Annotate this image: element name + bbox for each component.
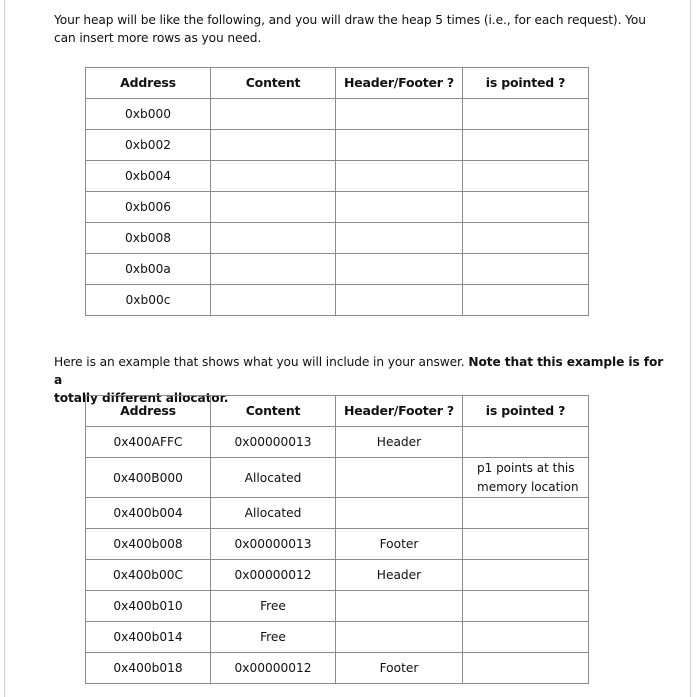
address-cell: 0x400b008 [86,529,211,560]
table-row [86,223,589,254]
header-footer-cell[interactable] [336,192,463,223]
header-footer-cell[interactable] [336,130,463,161]
is-pointed-cell [463,498,589,529]
content-cell: Allocated [211,498,336,529]
address-cell: 0x400AFFC [86,427,211,458]
is-pointed-cell [463,529,589,560]
table-row [86,285,589,316]
is-pointed-cell [463,458,589,498]
page-right-border [690,0,691,697]
address-cell: 0xb008 [86,223,211,254]
column-header-is-pointed: is pointed ? [463,396,589,427]
table-row [86,591,589,622]
is-pointed-cell [463,560,589,591]
content-cell[interactable] [211,130,336,161]
column-header-content: Content [211,68,336,99]
page-left-border [4,0,5,697]
content-cell: 0x00000012 [211,653,336,684]
table-row [86,653,589,684]
address-cell: 0xb000 [86,99,211,130]
content-cell[interactable] [211,223,336,254]
header-footer-cell: Header [336,560,463,591]
intro-paragraph [54,11,664,47]
content-cell: 0x00000013 [211,529,336,560]
header-footer-cell[interactable] [336,223,463,254]
content-cell: Free [211,591,336,622]
table-row [86,192,589,223]
header-footer-cell[interactable] [336,254,463,285]
content-cell: Allocated [211,458,336,498]
header-footer-cell: Footer [336,653,463,684]
header-footer-cell[interactable] [336,99,463,130]
table-row [86,498,589,529]
column-header-content: Content [211,396,336,427]
is-pointed-cell[interactable] [463,130,589,161]
content-cell[interactable] [211,161,336,192]
content-cell: 0x00000013 [211,427,336,458]
column-header-address: Address [86,68,211,99]
heap-template-table [85,67,589,316]
is-pointed-cell [463,427,589,458]
example-intro-text: Here is an example that shows what you will include in your answer. [54,355,469,369]
table-row [86,427,589,458]
table-row [86,560,589,591]
table-header-row [86,68,589,99]
content-cell: Free [211,622,336,653]
is-pointed-cell[interactable] [463,99,589,130]
header-footer-cell [336,591,463,622]
is-pointed-cell[interactable] [463,254,589,285]
intro-line-2: can insert more rows as you need. [54,31,262,45]
address-cell: 0x400b004 [86,498,211,529]
heap-example-table [85,395,589,684]
header-footer-cell [336,498,463,529]
is-pointed-cell[interactable] [463,285,589,316]
table-row [86,529,589,560]
content-cell[interactable] [211,285,336,316]
is-pointed-cell[interactable] [463,192,589,223]
column-header-header-footer: Header/Footer ? [336,396,463,427]
header-footer-cell[interactable] [336,161,463,192]
address-cell: 0x400b00C [86,560,211,591]
header-footer-cell [336,622,463,653]
address-cell: 0xb00a [86,254,211,285]
table-row [86,254,589,285]
header-footer-cell: Header [336,427,463,458]
content-cell: 0x00000012 [211,560,336,591]
header-footer-cell[interactable] [336,285,463,316]
table-header-row [86,396,589,427]
content-cell[interactable] [211,99,336,130]
pointer-note-line-1: p1 points at this [477,460,575,475]
example-note-bold-2: totally different allocator. [54,391,229,405]
table-row [86,161,589,192]
column-header-address: Address [86,396,211,427]
address-cell: 0x400B000 [86,458,211,498]
is-pointed-cell[interactable] [463,223,589,254]
table-row [86,130,589,161]
table-row [86,458,589,498]
header-footer-cell [336,458,463,498]
address-cell: 0xb004 [86,161,211,192]
address-cell: 0xb006 [86,192,211,223]
is-pointed-cell [463,591,589,622]
content-cell[interactable] [211,254,336,285]
address-cell: 0x400b018 [86,653,211,684]
table-row [86,99,589,130]
pointer-note-line-2: memory location [477,479,579,494]
content-cell[interactable] [211,192,336,223]
address-cell: 0x400b010 [86,591,211,622]
address-cell: 0xb002 [86,130,211,161]
example-line-1 [54,353,664,389]
address-cell: 0x400b014 [86,622,211,653]
is-pointed-cell[interactable] [463,161,589,192]
header-footer-cell: Footer [336,529,463,560]
column-header-is-pointed: is pointed ? [463,68,589,99]
is-pointed-cell [463,622,589,653]
intro-line-1: Your heap will be like the following, and you will draw the heap 5 times (i.e., for each request). You [54,13,646,27]
address-cell: 0xb00c [86,285,211,316]
column-header-header-footer: Header/Footer ? [336,68,463,99]
example-note-bold-1: Note that this example is for a [54,355,664,387]
is-pointed-cell [463,653,589,684]
table-row [86,622,589,653]
